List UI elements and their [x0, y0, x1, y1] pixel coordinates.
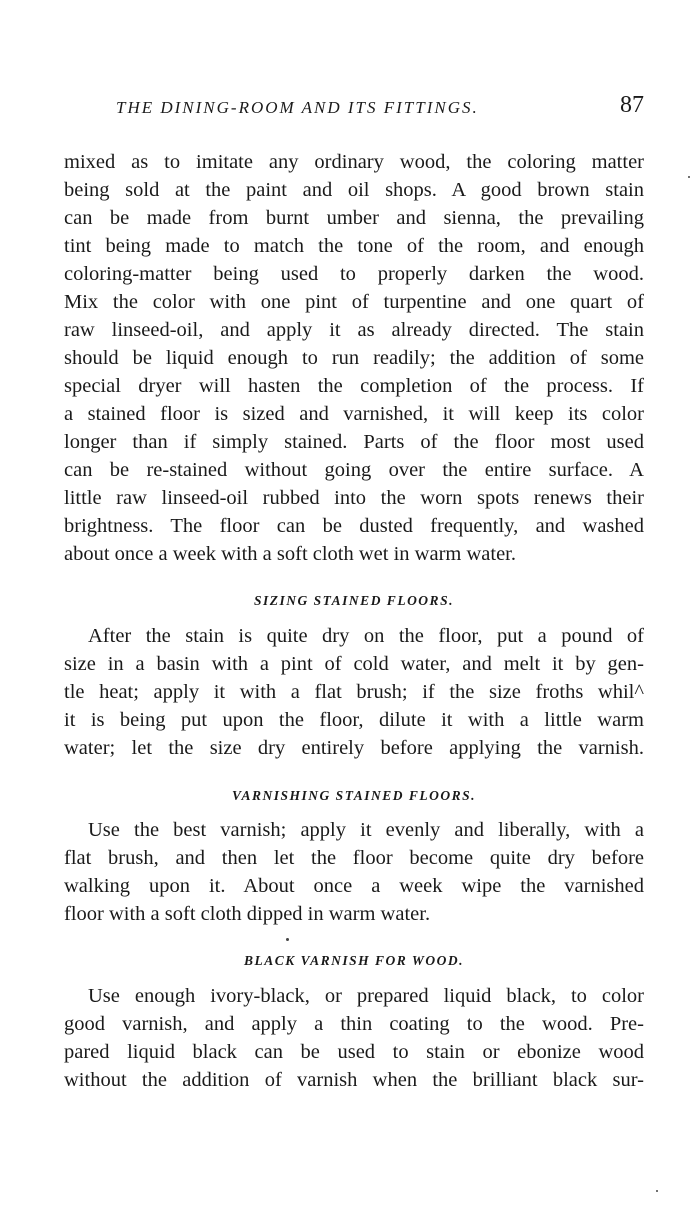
text-line: about once a week with a soft cloth wet in warm water. — [64, 543, 516, 565]
text-line: good varnish, and apply a thin coating to the wood. Pre- — [64, 1013, 644, 1035]
section-heading: VARNISHING STAINED FLOORS. — [232, 788, 476, 803]
text-line: tle heat; apply it with a flat brush; if the size froths whil^ — [64, 681, 644, 703]
text-line: can be re-stained without going over the entire surface. A — [64, 459, 644, 481]
text-line: flat brush, and then let the floor become quite dry before — [64, 847, 644, 869]
ink-speck — [286, 938, 289, 941]
text-line: longer than if simply stained. Parts of the floor most used — [64, 431, 644, 453]
text-line: tint being made to match the tone of the room, and enough — [64, 235, 644, 257]
text-line: mixed as to imitate any ordinary wood, the coloring matter — [64, 151, 644, 173]
text-line: Use the best varnish; apply it evenly and liberally, with a — [88, 819, 644, 841]
text-line: a stained floor is sized and varnished, it will keep its color — [64, 403, 644, 425]
text-line: should be liquid enough to run readily; the addition of some — [64, 347, 644, 369]
text-line: size in a basin with a pint of cold water, and melt it by gen- — [64, 653, 644, 675]
text-line: After the stain is quite dry on the floor, put a pound of — [88, 625, 644, 647]
section-heading: SIZING STAINED FLOORS. — [254, 593, 454, 608]
section-heading: BLACK VARNISH FOR WOOD. — [243, 953, 465, 968]
text-line: Use enough ivory-black, or prepared liquid black, to color — [88, 985, 644, 1007]
text-line: coloring-matter being used to properly darken the wood. — [64, 263, 644, 285]
text-line: without the addition of varnish when the brilliant black sur- — [64, 1069, 644, 1091]
text-line: little raw linseed-oil rubbed into the worn spots renews their — [64, 487, 644, 509]
text-line: special dryer will hasten the completion of the process. If — [64, 375, 644, 397]
text-line: can be made from burnt umber and sienna, the prevailing — [64, 207, 644, 229]
running-title: THE DINING-ROOM AND ITS FITTINGS. — [116, 98, 479, 117]
text-line: Mix the color with one pint of turpentine and one quart of — [64, 291, 644, 313]
text-line: being sold at the paint and oil shops. A good brown stain — [64, 179, 644, 201]
ink-speck — [688, 176, 690, 178]
ink-speck — [656, 1190, 658, 1192]
text-line: it is being put upon the floor, dilute it with a little warm — [64, 709, 644, 731]
text-line: brightness. The floor can be dusted frequently, and washed — [64, 515, 644, 537]
page-number: 87 — [620, 92, 644, 118]
text-line: water; let the size dry entirely before applying the varnish. — [64, 737, 644, 759]
text-line: pared liquid black can be used to stain or ebonize wood — [64, 1041, 644, 1063]
text-line: walking upon it. About once a week wipe the varnished — [64, 875, 644, 897]
text-line: floor with a soft cloth dipped in warm water. — [64, 903, 431, 925]
text-line: raw linseed-oil, and apply it as already directed. The stain — [64, 319, 644, 341]
running-head — [64, 92, 644, 122]
